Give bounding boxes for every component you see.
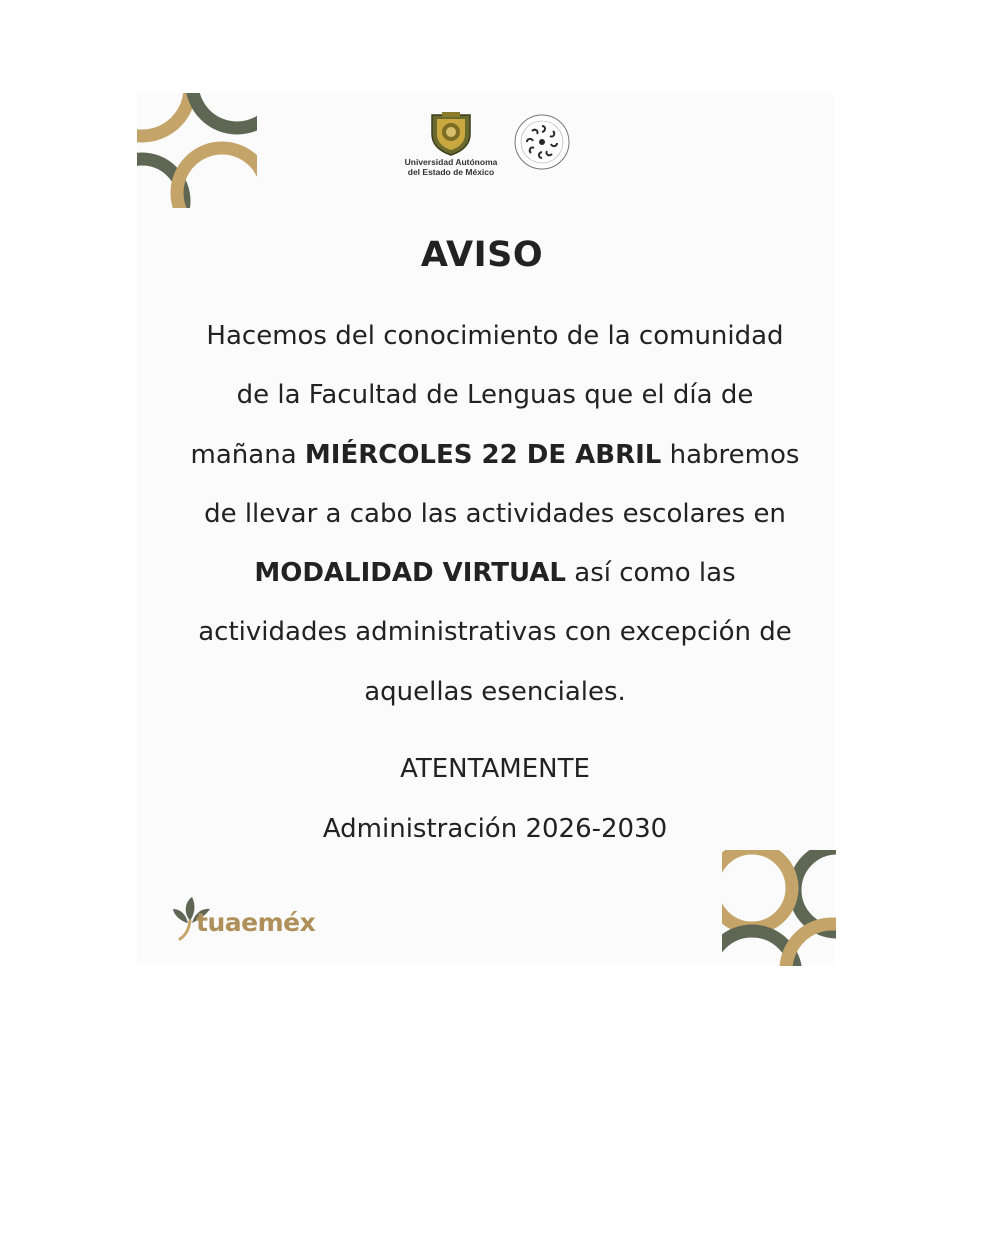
decorative-corner-bottom-right bbox=[722, 850, 836, 966]
body-line-4: de llevar a cabo las actividades escolares en bbox=[204, 498, 786, 529]
closing-administration: Administración 2026-2030 bbox=[322, 813, 668, 844]
university-name-line1: Universidad Autónoma bbox=[404, 157, 498, 167]
body-line-3-end: habremos bbox=[661, 439, 800, 470]
faculty-seal-logo bbox=[513, 113, 571, 171]
body-line-3 bbox=[150, 426, 840, 485]
notice-title: AVISO bbox=[420, 235, 544, 275]
body-line-6: actividades administrativas con excepción de bbox=[198, 617, 792, 648]
body-line-1: Hacemos del conocimiento de la comunidad bbox=[206, 321, 784, 351]
university-shield-logo bbox=[428, 110, 474, 156]
body-line-3-start: mañana bbox=[190, 439, 305, 470]
decorative-corner-top-left bbox=[137, 93, 257, 208]
modality-highlight: MODALIDAD VIRTUAL bbox=[254, 558, 566, 589]
body-line-2: de la Facultad de Lenguas que el día de bbox=[236, 380, 754, 411]
body-line-7: aquellas esenciales. bbox=[364, 676, 626, 707]
body-line-5-end: así como las bbox=[566, 558, 736, 589]
date-highlight: MIÉRCOLES 22 DE ABRIL bbox=[304, 439, 662, 470]
closing-signature bbox=[150, 740, 840, 859]
brand-name: tuaeméx bbox=[196, 908, 316, 937]
university-name bbox=[400, 157, 502, 177]
body-line-5 bbox=[150, 544, 840, 603]
header-logos bbox=[400, 110, 580, 182]
university-name-line2: del Estado de México bbox=[407, 167, 495, 177]
notice-body bbox=[150, 307, 840, 722]
closing-regards: ATENTAMENTE bbox=[400, 754, 590, 784]
